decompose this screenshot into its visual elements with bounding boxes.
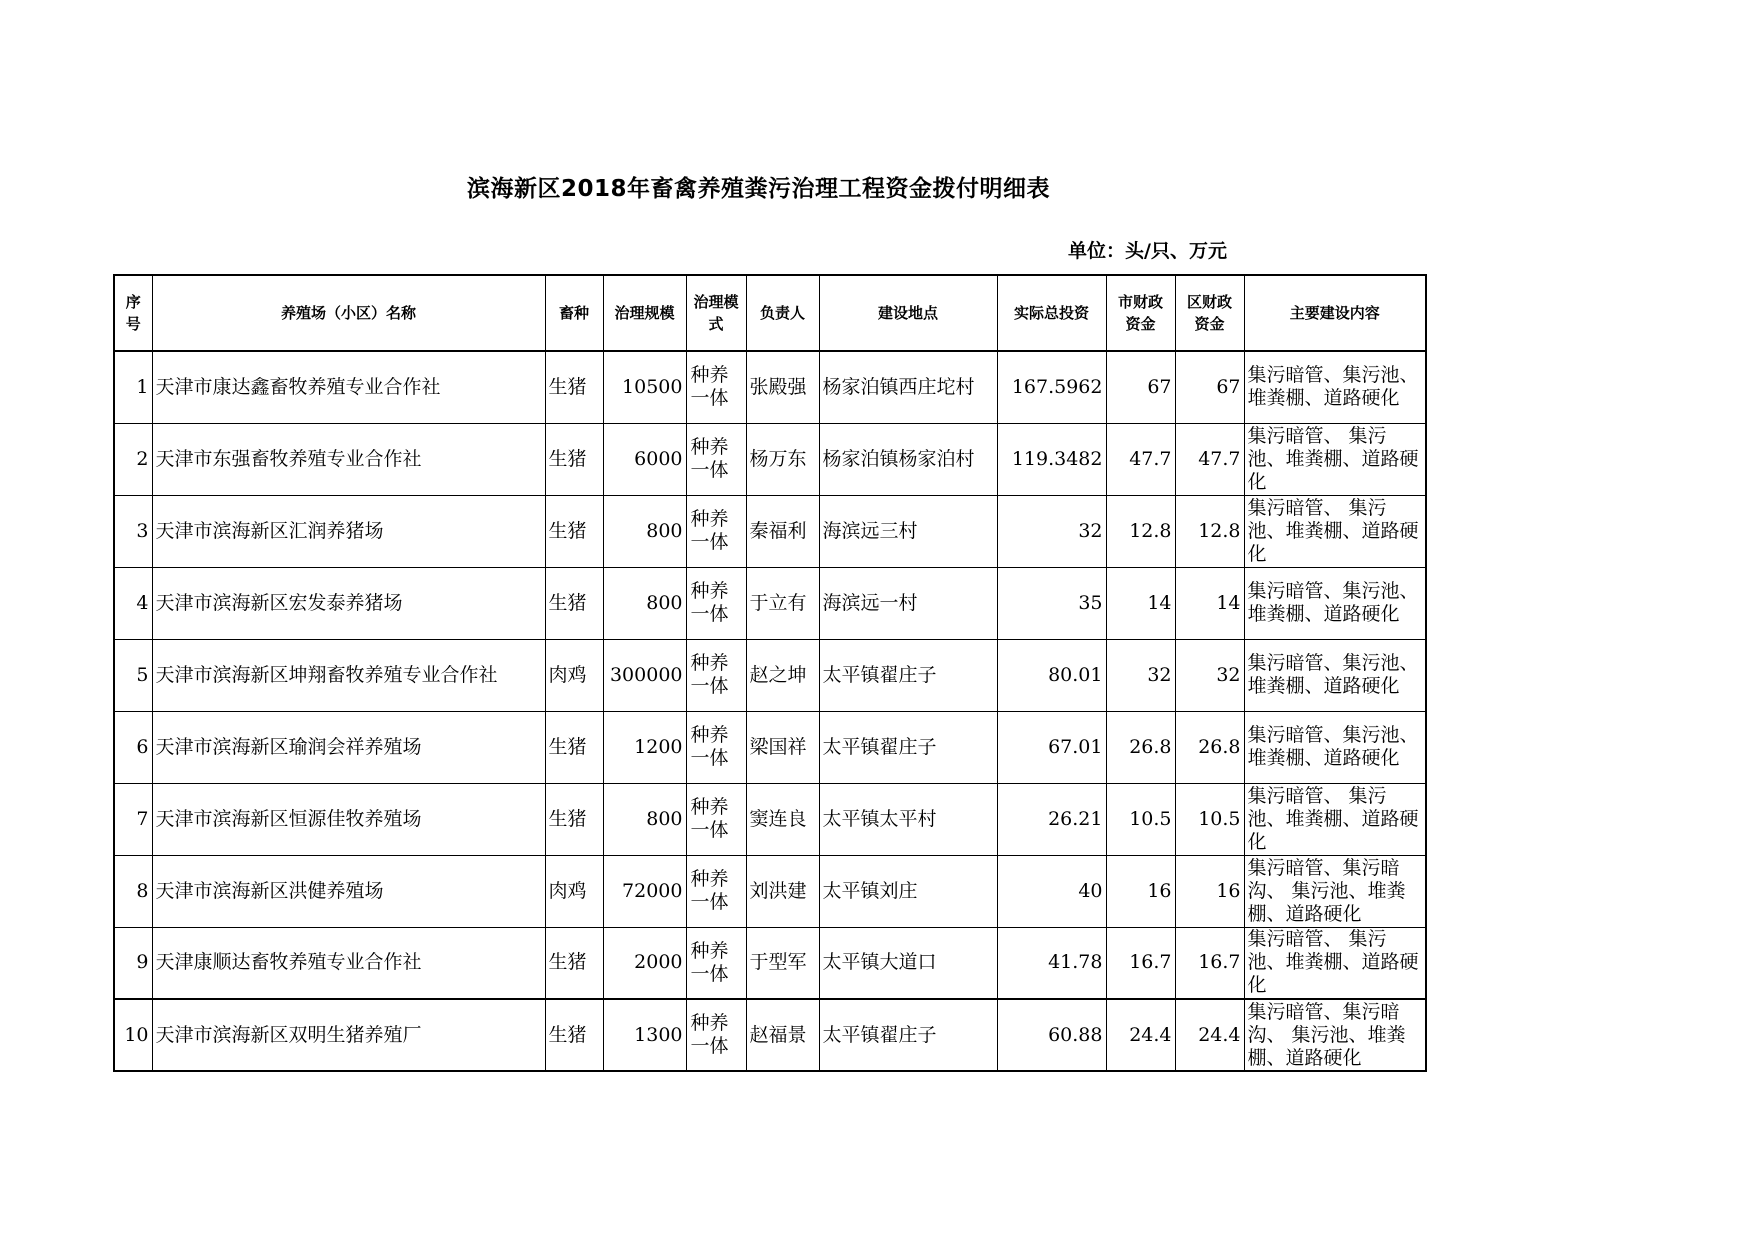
cell-investment: 60.88 bbox=[997, 999, 1106, 1071]
cell-species: 生猪 bbox=[545, 927, 603, 999]
cell-mode: 种养一体 bbox=[686, 351, 746, 423]
cell-content: 集污暗管、 集污池、堆粪棚、道路硬化 bbox=[1244, 783, 1426, 855]
cell-mode: 种养一体 bbox=[686, 855, 746, 927]
cell-location: 太平镇太平村 bbox=[819, 783, 997, 855]
cell-investment: 67.01 bbox=[997, 711, 1106, 783]
cell-content: 集污暗管、 集污池、堆粪棚、道路硬化 bbox=[1244, 927, 1426, 999]
cell-seq: 2 bbox=[114, 423, 152, 495]
cell-district-fund: 26.8 bbox=[1175, 711, 1244, 783]
cell-species: 生猪 bbox=[545, 999, 603, 1071]
cell-species: 肉鸡 bbox=[545, 639, 603, 711]
cell-mode: 种养一体 bbox=[686, 927, 746, 999]
header-person: 负责人 bbox=[746, 275, 819, 351]
header-species: 畜种 bbox=[545, 275, 603, 351]
cell-name: 天津市康达鑫畜牧养殖专业合作社 bbox=[152, 351, 545, 423]
cell-scale: 2000 bbox=[603, 927, 686, 999]
cell-district-fund: 67 bbox=[1175, 351, 1244, 423]
cell-investment: 119.3482 bbox=[997, 423, 1106, 495]
header-row bbox=[114, 275, 1426, 351]
cell-investment: 41.78 bbox=[997, 927, 1106, 999]
cell-scale: 1200 bbox=[603, 711, 686, 783]
cell-investment: 80.01 bbox=[997, 639, 1106, 711]
cell-species: 生猪 bbox=[545, 495, 603, 567]
cell-city-fund: 16.7 bbox=[1106, 927, 1175, 999]
table-row bbox=[114, 927, 1426, 999]
header-city-fund: 市财政资金 bbox=[1106, 275, 1175, 351]
cell-location: 杨家泊镇杨家泊村 bbox=[819, 423, 997, 495]
cell-name: 天津市滨海新区洪健养殖场 bbox=[152, 855, 545, 927]
cell-city-fund: 10.5 bbox=[1106, 783, 1175, 855]
table-row bbox=[114, 423, 1426, 495]
cell-person: 秦福利 bbox=[746, 495, 819, 567]
cell-investment: 35 bbox=[997, 567, 1106, 639]
cell-scale: 6000 bbox=[603, 423, 686, 495]
unit-label: 单位：头/只、万元 bbox=[1068, 240, 1227, 262]
cell-person: 于立有 bbox=[746, 567, 819, 639]
cell-person: 赵福景 bbox=[746, 999, 819, 1071]
cell-person: 赵之坤 bbox=[746, 639, 819, 711]
cell-person: 张殿强 bbox=[746, 351, 819, 423]
cell-content: 集污暗管、集污池、堆粪棚、道路硬化 bbox=[1244, 711, 1426, 783]
cell-scale: 300000 bbox=[603, 639, 686, 711]
cell-person: 于型军 bbox=[746, 927, 819, 999]
cell-species: 生猪 bbox=[545, 783, 603, 855]
cell-mode: 种养一体 bbox=[686, 711, 746, 783]
cell-city-fund: 12.8 bbox=[1106, 495, 1175, 567]
cell-location: 太平镇大道口 bbox=[819, 927, 997, 999]
cell-seq: 6 bbox=[114, 711, 152, 783]
cell-content: 集污暗管、集污池、堆粪棚、道路硬化 bbox=[1244, 351, 1426, 423]
table-row bbox=[114, 351, 1426, 423]
cell-city-fund: 24.4 bbox=[1106, 999, 1175, 1071]
document-title: 滨海新区2018年畜禽养殖粪污治理工程资金拨付明细表 bbox=[467, 176, 1051, 202]
header-mode: 治理模式 bbox=[686, 275, 746, 351]
cell-mode: 种养一体 bbox=[686, 639, 746, 711]
header-investment: 实际总投资 bbox=[997, 275, 1106, 351]
cell-city-fund: 16 bbox=[1106, 855, 1175, 927]
cell-name: 天津市滨海新区坤翔畜牧养殖专业合作社 bbox=[152, 639, 545, 711]
cell-scale: 800 bbox=[603, 783, 686, 855]
cell-district-fund: 24.4 bbox=[1175, 999, 1244, 1071]
cell-name: 天津市滨海新区恒源佳牧养殖场 bbox=[152, 783, 545, 855]
cell-location: 太平镇刘庄 bbox=[819, 855, 997, 927]
cell-mode: 种养一体 bbox=[686, 783, 746, 855]
cell-district-fund: 14 bbox=[1175, 567, 1244, 639]
cell-seq: 5 bbox=[114, 639, 152, 711]
cell-seq: 8 bbox=[114, 855, 152, 927]
header-location: 建设地点 bbox=[819, 275, 997, 351]
cell-investment: 26.21 bbox=[997, 783, 1106, 855]
header-name: 养殖场（小区）名称 bbox=[152, 275, 545, 351]
cell-seq: 10 bbox=[114, 999, 152, 1071]
table-row bbox=[114, 999, 1426, 1071]
table-row bbox=[114, 639, 1426, 711]
cell-species: 生猪 bbox=[545, 423, 603, 495]
header-scale: 治理规模 bbox=[603, 275, 686, 351]
cell-district-fund: 32 bbox=[1175, 639, 1244, 711]
cell-person: 刘洪建 bbox=[746, 855, 819, 927]
cell-seq: 9 bbox=[114, 927, 152, 999]
table-row bbox=[114, 783, 1426, 855]
cell-mode: 种养一体 bbox=[686, 999, 746, 1071]
cell-district-fund: 16.7 bbox=[1175, 927, 1244, 999]
table-row bbox=[114, 855, 1426, 927]
cell-location: 杨家泊镇西庄坨村 bbox=[819, 351, 997, 423]
cell-city-fund: 47.7 bbox=[1106, 423, 1175, 495]
cell-district-fund: 10.5 bbox=[1175, 783, 1244, 855]
cell-seq: 7 bbox=[114, 783, 152, 855]
header-content: 主要建设内容 bbox=[1244, 275, 1426, 351]
cell-species: 生猪 bbox=[545, 351, 603, 423]
table-row bbox=[114, 711, 1426, 783]
cell-district-fund: 47.7 bbox=[1175, 423, 1244, 495]
cell-species: 生猪 bbox=[545, 711, 603, 783]
cell-content: 集污暗管、 集污池、堆粪棚、道路硬化 bbox=[1244, 423, 1426, 495]
cell-location: 太平镇翟庄子 bbox=[819, 711, 997, 783]
cell-seq: 3 bbox=[114, 495, 152, 567]
cell-name: 天津市东强畜牧养殖专业合作社 bbox=[152, 423, 545, 495]
cell-seq: 4 bbox=[114, 567, 152, 639]
cell-investment: 40 bbox=[997, 855, 1106, 927]
cell-content: 集污暗管、集污池、堆粪棚、道路硬化 bbox=[1244, 567, 1426, 639]
cell-location: 海滨远三村 bbox=[819, 495, 997, 567]
cell-name: 天津市滨海新区瑜润会祥养殖场 bbox=[152, 711, 545, 783]
cell-mode: 种养一体 bbox=[686, 423, 746, 495]
cell-content: 集污暗管、 集污池、堆粪棚、道路硬化 bbox=[1244, 495, 1426, 567]
cell-person: 杨万东 bbox=[746, 423, 819, 495]
cell-name: 天津市滨海新区双明生猪养殖厂 bbox=[152, 999, 545, 1071]
cell-person: 梁国祥 bbox=[746, 711, 819, 783]
cell-scale: 10500 bbox=[603, 351, 686, 423]
header-seq: 序号 bbox=[114, 275, 152, 351]
cell-city-fund: 67 bbox=[1106, 351, 1175, 423]
cell-person: 窦连良 bbox=[746, 783, 819, 855]
table-row bbox=[114, 567, 1426, 639]
cell-content: 集污暗管、集污暗沟、 集污池、堆粪棚、道路硬化 bbox=[1244, 999, 1426, 1071]
cell-mode: 种养一体 bbox=[686, 567, 746, 639]
cell-city-fund: 14 bbox=[1106, 567, 1175, 639]
header-district-fund: 区财政资金 bbox=[1175, 275, 1244, 351]
funding-table bbox=[113, 274, 1427, 1072]
cell-name: 天津市滨海新区汇润养猪场 bbox=[152, 495, 545, 567]
cell-location: 太平镇翟庄子 bbox=[819, 639, 997, 711]
cell-investment: 32 bbox=[997, 495, 1106, 567]
table-row bbox=[114, 495, 1426, 567]
cell-name: 天津康顺达畜牧养殖专业合作社 bbox=[152, 927, 545, 999]
cell-scale: 1300 bbox=[603, 999, 686, 1071]
cell-district-fund: 16 bbox=[1175, 855, 1244, 927]
cell-content: 集污暗管、集污暗沟、 集污池、堆粪棚、道路硬化 bbox=[1244, 855, 1426, 927]
cell-investment: 167.5962 bbox=[997, 351, 1106, 423]
cell-city-fund: 32 bbox=[1106, 639, 1175, 711]
cell-district-fund: 12.8 bbox=[1175, 495, 1244, 567]
cell-seq: 1 bbox=[114, 351, 152, 423]
cell-scale: 800 bbox=[603, 495, 686, 567]
cell-species: 生猪 bbox=[545, 567, 603, 639]
cell-location: 海滨远一村 bbox=[819, 567, 997, 639]
cell-scale: 72000 bbox=[603, 855, 686, 927]
cell-name: 天津市滨海新区宏发泰养猪场 bbox=[152, 567, 545, 639]
cell-content: 集污暗管、集污池、堆粪棚、道路硬化 bbox=[1244, 639, 1426, 711]
cell-city-fund: 26.8 bbox=[1106, 711, 1175, 783]
cell-mode: 种养一体 bbox=[686, 495, 746, 567]
cell-species: 肉鸡 bbox=[545, 855, 603, 927]
cell-scale: 800 bbox=[603, 567, 686, 639]
cell-location: 太平镇翟庄子 bbox=[819, 999, 997, 1071]
